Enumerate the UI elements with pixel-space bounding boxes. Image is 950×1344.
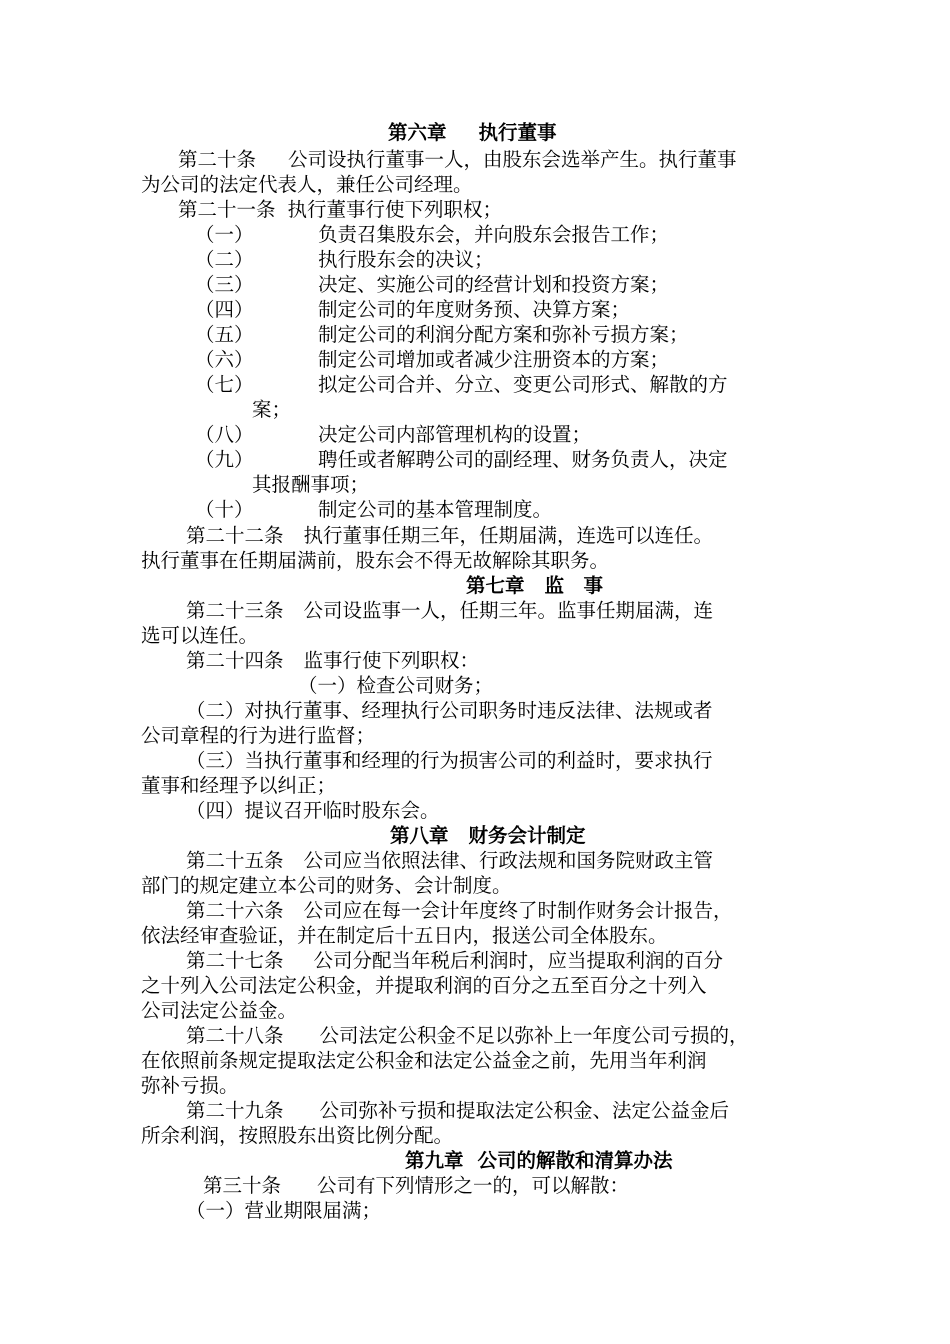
supervisor-item-2-line-1: （二）对执行董事、经理执行公司职务时违反法律、法规或者 <box>186 699 713 722</box>
article-27-line-2: 之十列入公司法定公积金，并提取利润的百分之五至百分之十列入 <box>141 974 707 997</box>
chapter-7-title: 监 事 <box>544 574 604 597</box>
article-23-number: 第二十三条 <box>186 599 284 622</box>
article-23-line-1: 第二十三条 公司设监事一人，任期三年。监事任期届满，连 <box>186 599 714 622</box>
list-item-2-text: 执行股东会的决议； <box>318 248 494 271</box>
chapter-7-number: 第七章 <box>466 574 525 597</box>
chapter-9-title: 公司的解散和清算办法 <box>477 1149 673 1172</box>
list-item-7-continuation: 案； <box>252 398 292 421</box>
list-item-4-text: 制定公司的年度财务预、决算方案； <box>318 298 631 321</box>
article-20-line-1: 第二十条 公司设执行董事一人，由股东会选举产生。执行董事 <box>178 148 737 171</box>
article-29-number: 第二十九条 <box>186 1099 284 1122</box>
list-item-3-text: 决定、实施公司的经营计划和投资方案； <box>318 273 670 296</box>
supervisor-item-4: （四）提议召开临时股东会。 <box>186 799 440 822</box>
article-25-line-1: 第二十五条 公司应当依照法律、行政法规和国务院财政主管 <box>186 849 714 872</box>
list-item-9: （九） <box>195 448 254 471</box>
article-22-number: 第二十二条 <box>186 524 284 547</box>
list-item-10: （十） <box>195 498 254 521</box>
chapter-8-number: 第八章 <box>390 824 449 847</box>
article-29-line-1: 第二十九条 公司弥补亏损和提取法定公积金、法定公益金后 <box>186 1099 730 1122</box>
article-25-number: 第二十五条 <box>186 849 284 872</box>
article-26-line-1: 第二十六条 公司应在每一会计年度终了时制作财务会计报告， <box>186 899 733 922</box>
article-26-number: 第二十六条 <box>186 899 284 922</box>
chapter-9-number: 第九章 <box>405 1149 464 1172</box>
article-25-line-2: 部门的规定建立本公司的财务、会计制度。 <box>141 874 512 897</box>
list-item-2: （二） <box>195 248 254 271</box>
article-26-line-2: 依法经审查验证，并在制定后十五日内，报送公司全体股东。 <box>141 924 668 947</box>
article-30-number: 第三十条 <box>203 1174 282 1197</box>
list-item-5-text: 制定公司的利润分配方案和弥补亏损方案； <box>318 323 689 346</box>
list-item-3: （三） <box>195 273 254 296</box>
chapter-8-heading <box>390 824 586 848</box>
list-item-7-text: 拟定公司合并、分立、变更公司形式、解散的方 <box>318 373 728 396</box>
list-item-1: （一） <box>195 223 254 246</box>
article-28-line-1: 第二十八条 公司法定公积金不足以弥补上一年度公司亏损的， <box>186 1024 749 1047</box>
list-item-4: （四） <box>195 298 254 321</box>
article-20-line-2: 为公司的法定代表人，兼任公司经理。 <box>141 173 473 196</box>
article-27-line-1: 第二十七条 公司分配当年税后利润时，应当提取利润的百分 <box>186 949 724 972</box>
article-27-line-3: 公司法定公益金。 <box>141 999 298 1022</box>
article-28-line-2: 在依照前条规定提取法定公积金和法定公益金之前，先用当年利润 <box>141 1049 707 1072</box>
article-30-line: 第三十条 公司有下列情形之一的，可以解散： <box>203 1174 630 1197</box>
article-20-number: 第二十条 <box>178 148 257 171</box>
article-28-line-3: 弥补亏损。 <box>141 1074 239 1097</box>
chapter-6-title: 执行董事 <box>478 121 557 144</box>
article-24-number: 第二十四条 <box>186 649 284 672</box>
supervisor-item-2-line-2: 公司章程的行为进行监督； <box>141 724 376 747</box>
chapter-7-heading <box>466 574 603 598</box>
list-item-6: （六） <box>195 348 254 371</box>
list-item-8-text: 决定公司内部管理机构的设置； <box>318 423 592 446</box>
supervisor-item-1: （一）检查公司财务； <box>298 674 494 697</box>
article-22-line-1: 第二十二条 执行董事任期三年，任期届满，连选可以连任。 <box>186 524 714 547</box>
article-23-line-2: 选可以连任。 <box>141 624 259 647</box>
article-28-number: 第二十八条 <box>186 1024 284 1047</box>
chapter-6-heading <box>388 121 557 145</box>
list-item-6-text: 制定公司增加或者减少注册资本的方案； <box>318 348 670 371</box>
dissolution-item-1: （一）营业期限届满； <box>186 1199 382 1222</box>
article-21-line: 第二十一条 执行董事行使下列职权； <box>178 198 503 221</box>
article-29-line-2: 所余利润，按照股东出资比例分配。 <box>141 1124 454 1147</box>
list-item-10-text: 制定公司的基本管理制度。 <box>318 498 553 521</box>
list-item-8: （八） <box>195 423 254 446</box>
chapter-9-heading <box>405 1149 673 1173</box>
chapter-6-number: 第六章 <box>388 121 447 144</box>
supervisor-item-3-line-1: （三）当执行董事和经理的行为损害公司的利益时，要求执行 <box>186 749 713 772</box>
list-item-5: （五） <box>195 323 254 346</box>
list-item-9-continuation: 其报酬事项； <box>252 473 370 496</box>
article-24-line: 第二十四条 监事行使下列职权： <box>186 649 480 672</box>
list-item-9-text: 聘任或者解聘公司的副经理、财务负责人，决定 <box>318 448 728 471</box>
chapter-8-title: 财务会计制定 <box>468 824 586 847</box>
list-item-7: （七） <box>195 373 254 396</box>
article-21-number: 第二十一条 <box>178 198 276 221</box>
supervisor-item-3-line-2: 董事和经理予以纠正； <box>141 774 337 797</box>
article-27-number: 第二十七条 <box>186 949 284 972</box>
list-item-1-text: 负责召集股东会，并向股东会报告工作； <box>318 223 670 246</box>
article-22-line-2: 执行董事在任期届满前，股东会不得无故解除其职务。 <box>141 549 610 572</box>
